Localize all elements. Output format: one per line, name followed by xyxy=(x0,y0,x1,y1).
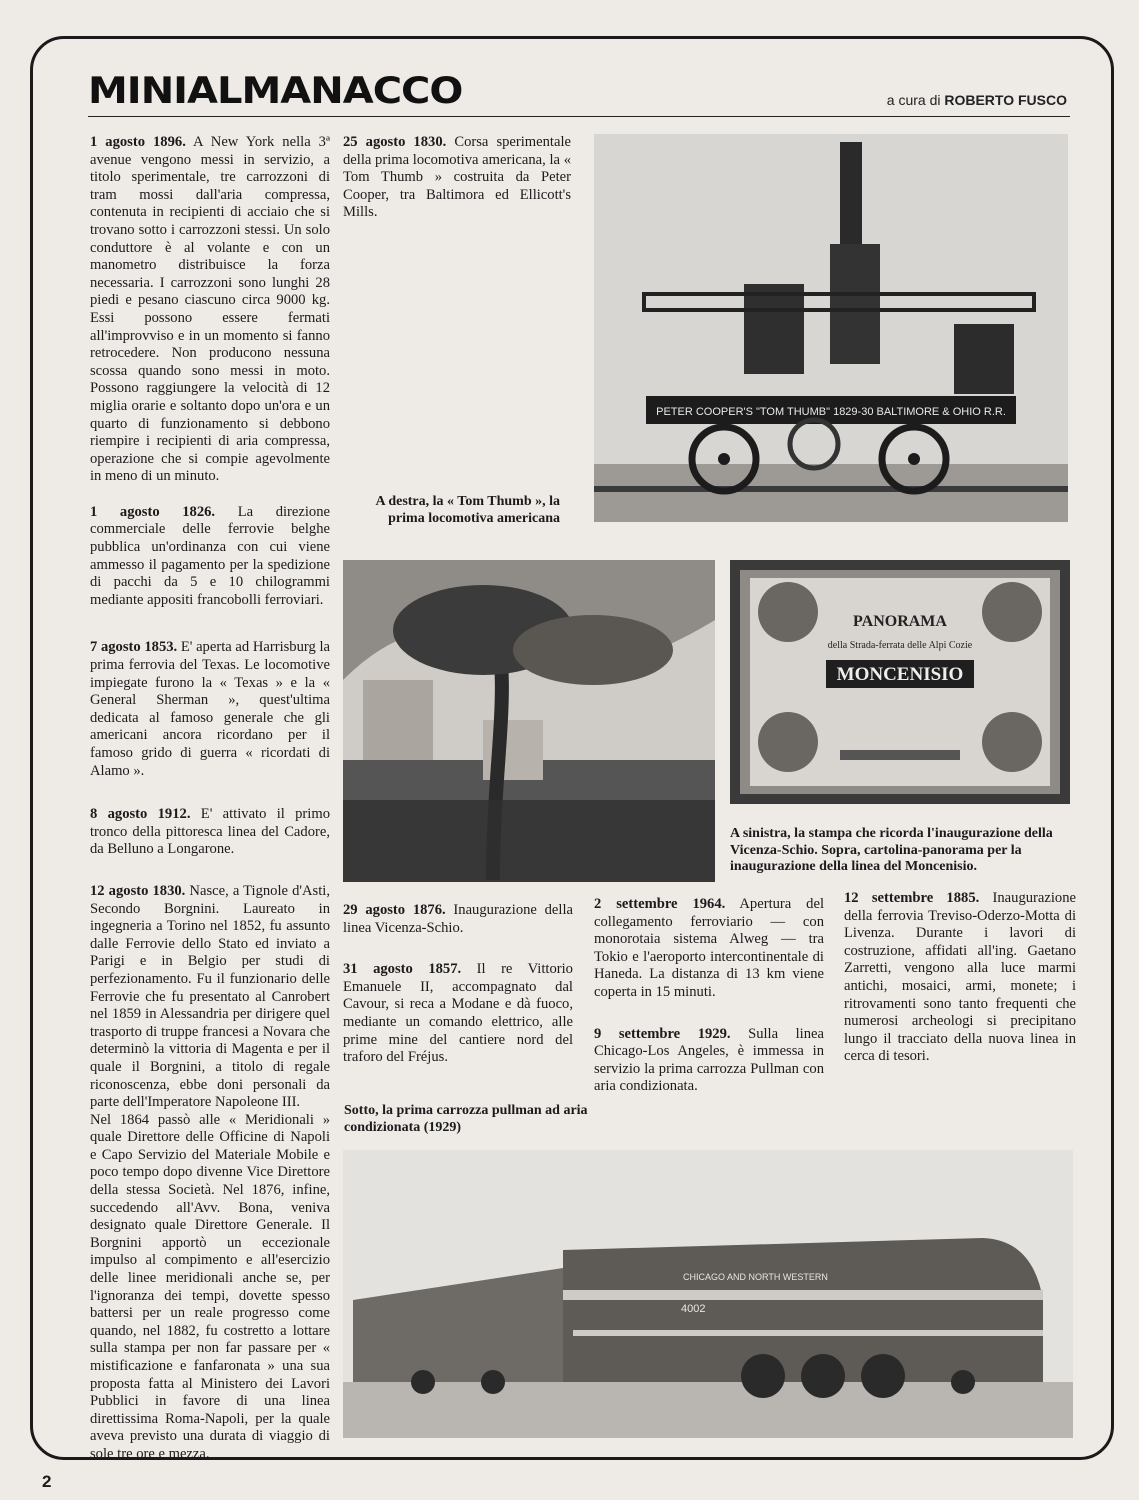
column-middle-bottom xyxy=(343,902,573,1085)
entry-date: 8 agosto 1912. xyxy=(90,806,191,823)
entry-date: 1 agosto 1826. xyxy=(90,503,216,520)
entry-date: 12 agosto 1830. xyxy=(90,882,186,899)
column-third xyxy=(594,896,824,1114)
photo-tom-thumb xyxy=(594,134,1068,522)
postcard-title: PANORAMA xyxy=(853,613,947,630)
vicenza-print-illustration xyxy=(343,560,715,882)
photo-moncenisio-postcard xyxy=(730,560,1070,804)
entry-date: 29 agosto 1876. xyxy=(343,902,446,918)
photo-pullman-locomotive xyxy=(343,1150,1073,1438)
entry-text: Sulla linea Chicago-Los Angeles, è immessa in servizio la prima carrozza Pullman con aria condizionata. xyxy=(594,1025,824,1095)
entry-1876-08-29 xyxy=(343,902,573,937)
page-number: 2 xyxy=(42,1472,52,1491)
caption-vicenza-moncenisio: A sinistra, la stampa che ricorda l'inaugurazione della Vicenza-Schio. Sopra, cartolina-panorama per la inaugurazione della linea del Moncenisio. xyxy=(730,826,1053,874)
locomotive-side-text: CHICAGO AND NORTH WESTERN xyxy=(683,1272,828,1282)
column-middle-top xyxy=(343,134,571,240)
entry-1964-09-02 xyxy=(594,896,824,1002)
entry-1896-08-01 xyxy=(90,134,330,486)
entry-text: Inaugurazione della ferrovia Treviso-Oderzo-Motta di Livenza. Durante i lavori di costruzione, affidati all'ing. Gaetano Zarretti, vengono alla luce marmi antichi, mosaici, armi, monete; i ritrovamenti sono tanto frequenti che numerosi archeologi si precipitano lungo il tracciato della nuova linea in cerca di tesori. xyxy=(844,890,1076,1065)
entry-text: Apertura del collegamento ferroviario — con monorotaia sistema Alweg — tra Tokio e l'aeroporto intercontinentale di Haneda. La distanza di 13 km viene coperta in 15 minuti. xyxy=(594,896,824,1000)
entry-text: Nasce, a Tignole d'Asti, Secondo Borgnini. Laureato in ingegneria a Torino nel 1852, fu assunto dalle Ferrovie dello Stato ed inviato a Parigi e in Belgio per studi di perfezionamento. Fu il funzionario delle Ferrovie che fu presentato al Canrobert nel 1859 in Alessandria per dirigere quel trasporto di truppe francesi a Novara che determinò la vittoria di Magenta e per il quale il Borgnini, a titolo di regale riconoscenza, ebbe doni personali da parte dell'Imperatore Napoleone III. xyxy=(90,882,330,1111)
curator-credit xyxy=(887,92,1067,108)
entry-1912-08-08 xyxy=(90,806,330,859)
entry-date: 2 settembre 1964. xyxy=(594,896,726,912)
entry-text: La direzione commerciale delle ferrovie belghe pubblica un'ordinanza con cui viene ammesso il pagamento per la spedizione di pacchi da 5 e 10 chilogrammi mediante appositi francobolli ferroviari. xyxy=(90,503,330,608)
caption-tom-thumb: A destra, la « Tom Thumb », la prima locomotiva americana xyxy=(375,494,560,526)
postcard-subtitle: della Strada-ferrata delle Alpi Cozie xyxy=(827,640,973,651)
entry-text: Corsa sperimentale della prima locomotiva americana, la « Tom Thumb » costruita da Peter Cooper, tra Baltimora ed Ellicott's Mills. xyxy=(343,134,571,221)
photo-vicenza-schio-print xyxy=(343,560,715,882)
entry-1929-09-09 xyxy=(594,1026,824,1096)
curator-prefix: a cura di xyxy=(886,92,941,108)
curator-name: ROBERTO FUSCO xyxy=(944,92,1067,108)
postcard-name: MONCENISIO xyxy=(836,664,964,685)
entry-1830-08-12 xyxy=(90,883,330,1112)
entry-1830-08-12-continued: Nel 1864 passò alle « Meridionali » quale Direttore delle Officine di Napoli e Capo Servizio del Materiale Mobile e poco tempo dopo divenne Vice Direttore della stessa Società. Nel 1876, infine, succedendo all'Avv. Bona, veniva designato quale Direttore Generale. Il Borgnini apportò un eccezionale impulso al compimento e all'esercizio delle linee meridionali anche se, per l'ignoranza dei tempi, dovette spesso battersi per un reale progresso come quando, nel 1882, fu costretto a lottare sulla stampa per non far passare per « mistificazione e fanfaronata » una sua proposta fatta al Ministero dei Lavori Pubblici in favore di una linea direttissima Roma-Napoli, per la quale aveva previsto una durata di viaggio di sole tre ore e mezza. xyxy=(90,1111,330,1462)
entry-text: Inaugurazione della linea Vicenza-Schio. xyxy=(343,902,573,936)
entry-date: 12 settembre 1885. xyxy=(844,890,980,906)
entry-date: 7 agosto 1853. xyxy=(90,639,178,656)
header-rule xyxy=(88,116,1070,117)
masthead-title: MINIALMANACCO xyxy=(88,70,463,113)
locomotive-number: 4002 xyxy=(681,1303,706,1315)
entry-date: 31 agosto 1857. xyxy=(343,961,462,978)
entry-text: Il re Vittorio Emanuele II, accompagnato dal Cavour, si reca a Modane e dà fuoco, mediante un comando elettrico, alle prime mine del cantiere nord del traforo del Fréjus. xyxy=(343,961,573,1066)
column-left xyxy=(90,134,330,1464)
entry-date: 1 agosto 1896. xyxy=(90,134,186,150)
entry-text: E' aperta ad Harrisburg la prima ferrovia del Texas. Le locomotive impiegate furono la « Texas » e la « General Sherman », quest'ultima dedicata al famoso generale che gli americani ancora ricordano per il famoso grido di guerra « ricordati di Alamo ». xyxy=(90,639,330,779)
entry-1857-08-31 xyxy=(343,961,573,1067)
tom-thumb-illustration xyxy=(594,134,1068,522)
pullman-locomotive-illustration xyxy=(343,1150,1073,1438)
tom-thumb-sign: PETER COOPER'S "TOM THUMB" 1829-30 BALTIMORE & OHIO R.R. xyxy=(656,406,1006,418)
entry-1826-08-01 xyxy=(90,504,330,610)
entry-1885-09-12 xyxy=(844,890,1076,1066)
entry-text: E' attivato il primo tronco della pittoresca linea del Cadore, da Belluno a Longarone. xyxy=(90,806,330,858)
entry-date: 25 agosto 1830. xyxy=(343,134,447,150)
entry-date: 9 settembre 1929. xyxy=(594,1025,731,1042)
column-fourth xyxy=(844,890,1076,1084)
entry-1853-08-07 xyxy=(90,639,330,780)
entry-text: A New York nella 3ª avenue vengono messi in servizio, a titolo sperimentale, tre carrozzoni di tram mossi dall'aria compressa, contenuta in recipienti di acciaio che si trovano sotto i carrozzoni stessi. Un solo conduttore è al volante e con un manometro distribuisce la forza necessaria. I carrozzoni sono lunghi 28 piedi e pesano ciascuno circa 9000 kg. Essi possono essere fermati all'improvviso e in un momento si fanno retrocedere. Non producono nessuna scossa quando sono messi in moto. Possono raggiungere la velocità di 12 miglia orarie e soltanto dopo un'ora e un quarto di funzionamento si debbono riempire i recipienti di aria compressa, operazione che si compie agevolmente in meno di un minuto. xyxy=(90,134,330,485)
moncenisio-postcard-illustration xyxy=(730,560,1070,804)
caption-pullman: Sotto, la prima carrozza pullman ad aria condizionata (1929) xyxy=(344,1103,588,1135)
entry-1830-08-25 xyxy=(343,134,571,222)
